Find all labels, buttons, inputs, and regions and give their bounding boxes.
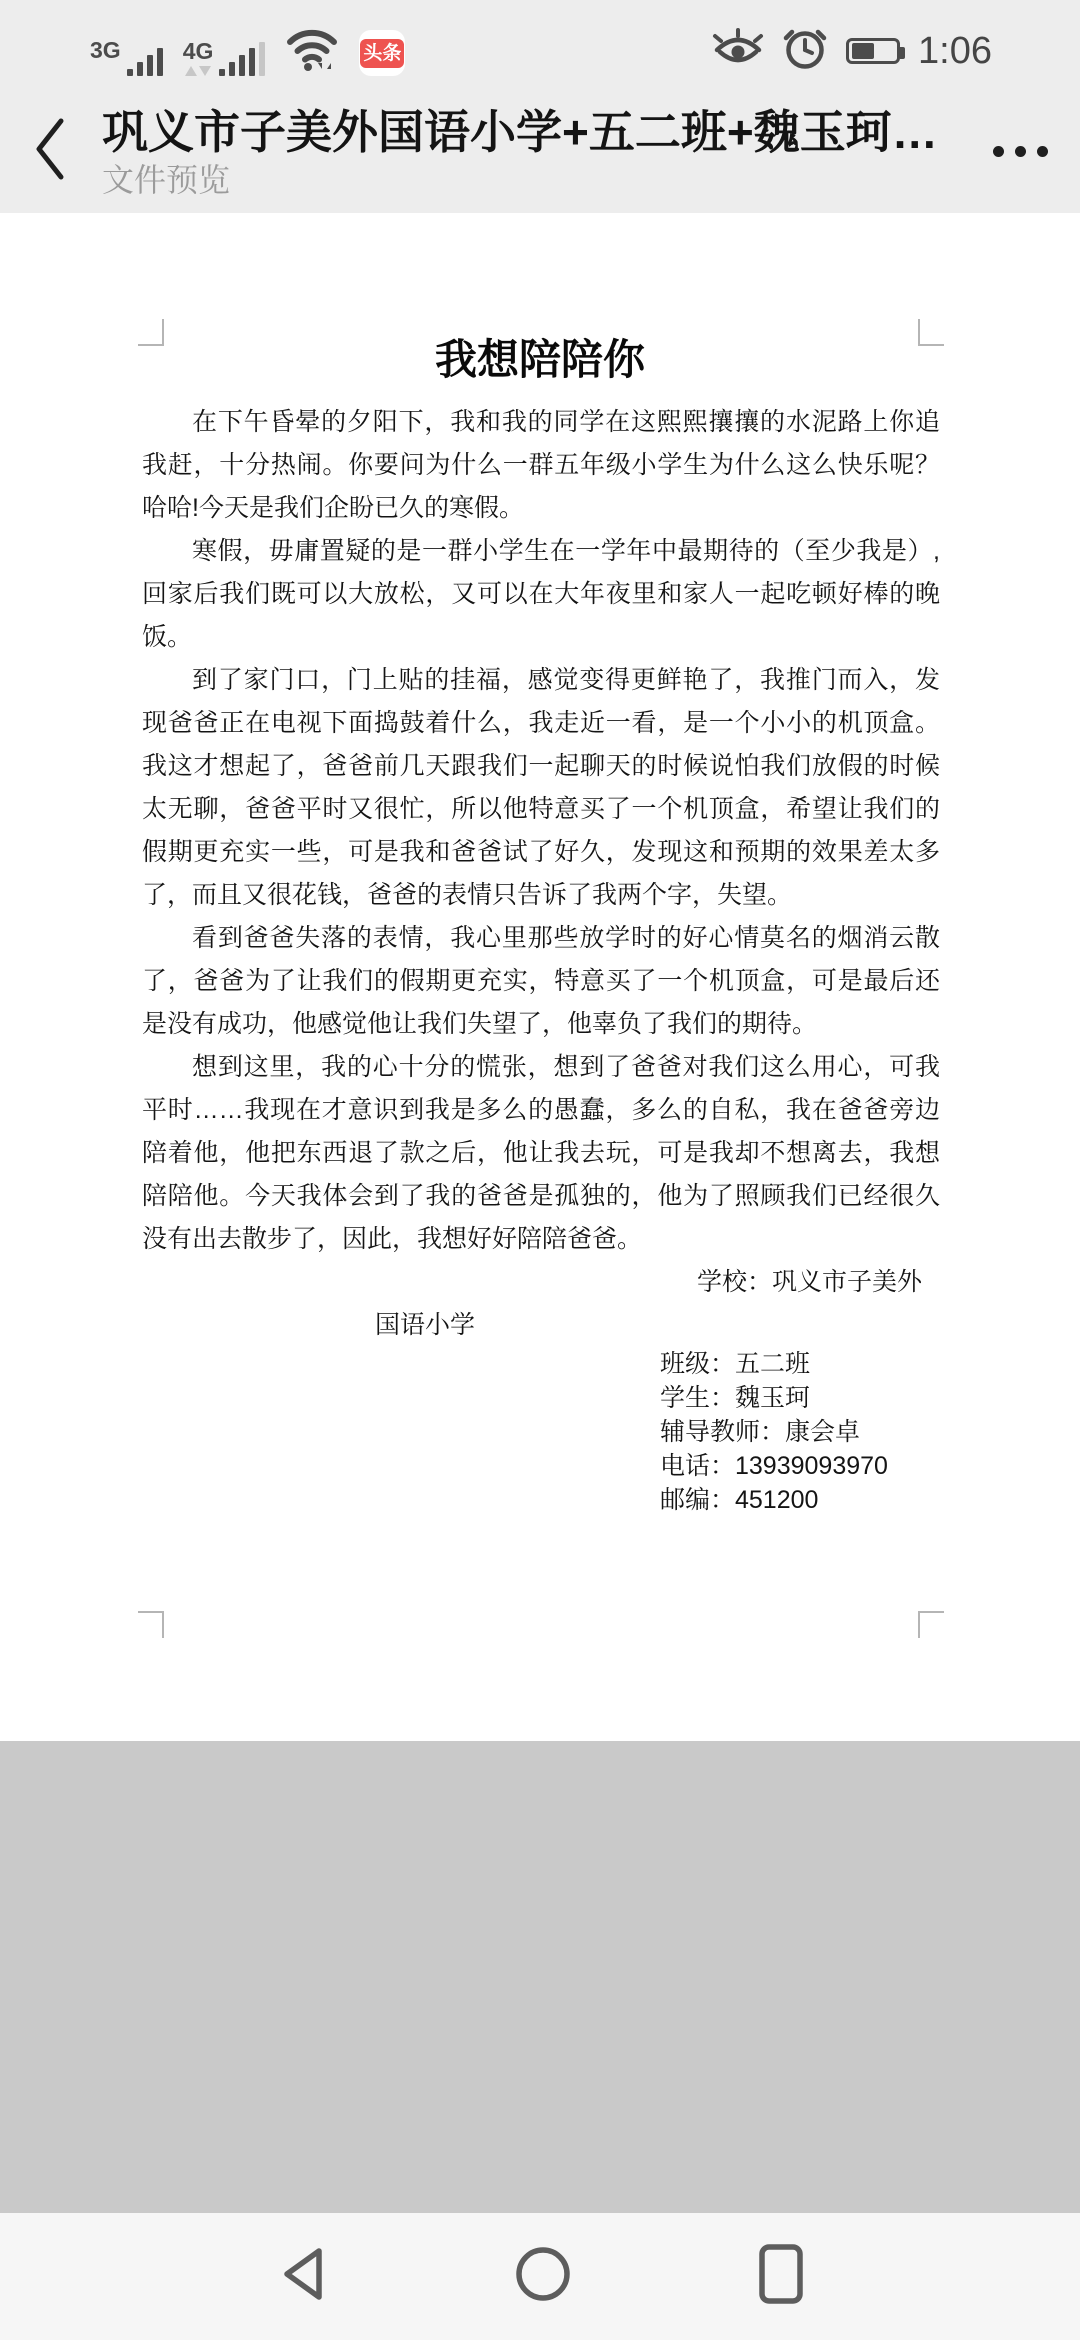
signature-student-line: 学生：魏玉珂: [660, 1384, 811, 1412]
signature-class-line: 班级：五二班: [660, 1350, 811, 1378]
signal-bars-4g: [219, 42, 265, 76]
essay-paragraph: 看到爸爸失落的表情，我心里那些放学时的好心情莫名的烟消云散了，爸爸为了让我们的假期更充实，特意买了一个机顶盒，可是最后还是没有成功，他感觉他让我们失望了，他辜负了我们的期待。: [142, 924, 940, 1038]
nav-back-button[interactable]: [275, 2243, 329, 2310]
file-preview-subtitle: 文件预览: [102, 161, 231, 198]
signature-zipcode-line: 邮编：451200: [660, 1486, 819, 1514]
essay-paragraph: 寒假，毋庸置疑的是一群小学生在一学年中最期待的（至少我是）,回家后我们既可以大放松，又可以在大年夜里和家人一起吃顿好棒的晚饭。: [142, 537, 940, 651]
page-corner-mark-top-left: [138, 319, 164, 346]
toutiao-badge-icon: [359, 30, 405, 76]
signal-3g-icon: [90, 39, 163, 76]
essay-paragraph: 到了家门口，门上贴的挂福，感觉变得更鲜艳了，我推门而入，发现爸爸正在电视下面捣鼓着什么，我走近一看，是一个小小的机顶盒。我这才想起了，爸爸前几天跟我们一起聊天的时候说怕我们放假的时候太无聊，爸爸平时又很忙，所以他特意买了一个机顶盒，希望让我们的假期更充实一些，可是我和爸爸试了好久，发现这和预期的效果差太多了，而且又很花钱，爸爸的表情只告诉了我两个字，失望。: [142, 666, 940, 909]
eye-comfort-icon: [712, 28, 764, 73]
network-3g-label: 3G: [90, 37, 121, 63]
signature-info-block: [660, 1347, 1080, 1517]
android-navigation-bar: [0, 2213, 1080, 2340]
network-4g-label: 4G: [182, 38, 214, 64]
preview-backdrop: [0, 1741, 1080, 2213]
file-title: 巩义市子美外国语小学+五二班+魏玉珂…: [102, 105, 938, 158]
status-bar: [0, 0, 1080, 90]
header-titles: [102, 105, 989, 199]
back-button[interactable]: [28, 112, 72, 192]
battery-icon: [846, 38, 900, 64]
nav-home-button[interactable]: [514, 2245, 572, 2308]
page-corner-mark-top-right: [918, 319, 944, 346]
alarm-clock-icon: [782, 25, 828, 76]
signal-bars-3g: [127, 48, 163, 76]
essay-paragraph: 想到这里，我的心十分的慌张，想到了爸爸对我们这么用心，可我平时……我现在才意识到我是多么的愚蠢，多么的自私，我在爸爸旁边陪着他，他把东西退了款之后，他让我去玩，可是我却不想离去，我想陪陪他。今天我体会到了我的爸爸是孤独的，他为了照顾我们已经很久没有出去散步了，因此，我想好好陪陪爸爸。: [142, 1053, 940, 1253]
toutiao-label: 头条: [360, 39, 404, 68]
essay-paragraph: 在下午昏晕的夕阳下，我和我的同学在这熙熙攘攘的水泥路上你追我赶，十分热闹。你要问为什么一群五年级小学生为什么这么快乐呢？哈哈!今天是我们企盼已久的寒假。: [142, 408, 940, 522]
page-corner-mark-bottom-left: [138, 1611, 164, 1638]
wifi-icon: [285, 25, 339, 76]
nav-recents-button[interactable]: [757, 2243, 805, 2310]
app-header: [0, 90, 1080, 213]
status-right-cluster: [712, 25, 992, 76]
signature-school-line1: 学校：巩义市子美外: [696, 1268, 922, 1296]
signature-phone-line: 电话：13939093970: [660, 1452, 888, 1480]
nav-home-circle-icon: [514, 2245, 572, 2308]
back-chevron-icon: [33, 116, 67, 187]
nav-recents-square-icon: [757, 2243, 805, 2310]
status-time: 1:06: [918, 29, 992, 72]
more-dots-icon: [993, 146, 1004, 157]
data-activity-arrows-icon: [185, 66, 211, 76]
nav-back-triangle-icon: [275, 2243, 329, 2310]
signature-teacher-line: 辅导教师：康会卓: [660, 1418, 861, 1446]
document-page[interactable]: [0, 213, 1080, 1741]
essay-body: [142, 401, 940, 1261]
page-corner-mark-bottom-right: [918, 1611, 944, 1638]
essay-title: 我想陪陪你: [434, 336, 645, 383]
status-left-cluster: [90, 25, 405, 76]
signature-school-line2: 国语小学: [375, 1311, 476, 1339]
more-options-button[interactable]: [989, 136, 1052, 167]
signal-4g-icon: [183, 40, 266, 76]
